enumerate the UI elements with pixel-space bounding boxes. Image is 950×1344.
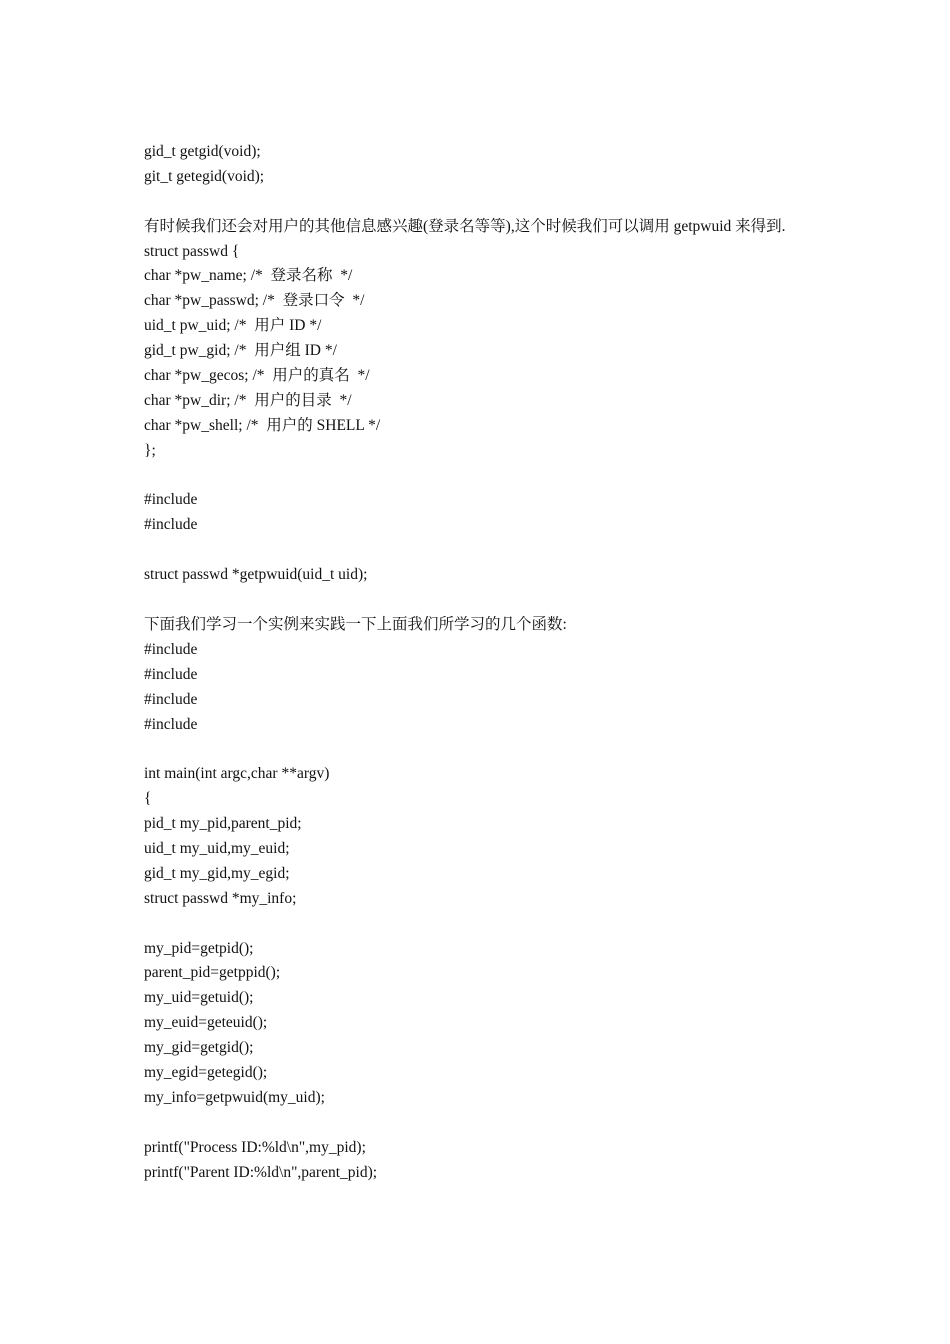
text-paragraph: 有时候我们还会对用户的其他信息感兴趣(登录名等等),这个时候我们可以调用 getpwuid 来得到. — [144, 217, 786, 235]
blank-line — [144, 737, 814, 762]
code-line: char *pw_passwd; /* 登录口令 */ — [144, 292, 365, 310]
code-line: my_uid=getuid(); — [144, 989, 254, 1007]
code-line: my_gid=getgid(); — [144, 1039, 254, 1057]
code-line: my_egid=getegid(); — [144, 1063, 268, 1081]
code-line: uid_t my_uid,my_euid; — [144, 839, 290, 857]
code-line: int main(int argc,char **argv) — [144, 765, 330, 783]
code-line: char *pw_dir; /* 用户的目录 */ — [144, 391, 352, 409]
code-line: char *pw_name; /* 登录名称 */ — [144, 267, 353, 285]
code-line: #include — [144, 491, 198, 509]
blank-line — [144, 588, 814, 613]
blank-line — [144, 912, 814, 937]
code-line: #include — [144, 516, 198, 534]
code-line: parent_pid=getppid(); — [144, 964, 281, 982]
code-line: gid_t pw_gid; /* 用户组 ID */ — [144, 342, 337, 360]
document-body — [144, 140, 814, 1185]
code-line: printf("Process ID:%ld\n",my_pid); — [144, 1138, 366, 1156]
blank-line — [144, 190, 814, 215]
text-paragraph: 下面我们学习一个实例来实践一下上面我们所学习的几个函数: — [144, 615, 567, 633]
code-line: pid_t my_pid,parent_pid; — [144, 815, 302, 833]
code-line: gid_t getgid(void); — [144, 143, 261, 160]
code-line: #include — [144, 640, 198, 658]
code-line: uid_t pw_uid; /* 用户 ID */ — [144, 317, 322, 335]
code-line: my_euid=geteuid(); — [144, 1014, 268, 1032]
code-line: struct passwd { — [144, 242, 240, 260]
blank-line — [144, 464, 814, 489]
code-line: #include — [144, 665, 198, 683]
code-line: char *pw_shell; /* 用户的 SHELL */ — [144, 416, 381, 434]
code-line: git_t getegid(void); — [144, 167, 265, 185]
code-line: struct passwd *getpwuid(uid_t uid); — [144, 566, 368, 584]
code-line: printf("Parent ID:%ld\n",parent_pid); — [144, 1163, 378, 1181]
blank-line — [144, 1111, 814, 1136]
code-line: gid_t my_gid,my_egid; — [144, 864, 290, 882]
code-line: #include — [144, 690, 198, 708]
code-line: my_pid=getpid(); — [144, 939, 254, 957]
code-line: #include — [144, 715, 198, 733]
code-line: char *pw_gecos; /* 用户的真名 */ — [144, 367, 370, 385]
blank-line — [144, 538, 814, 563]
code-line: my_info=getpwuid(my_uid); — [144, 1088, 325, 1106]
code-line: }; — [144, 441, 156, 459]
code-line: { — [144, 790, 152, 808]
code-line: struct passwd *my_info; — [144, 889, 297, 907]
